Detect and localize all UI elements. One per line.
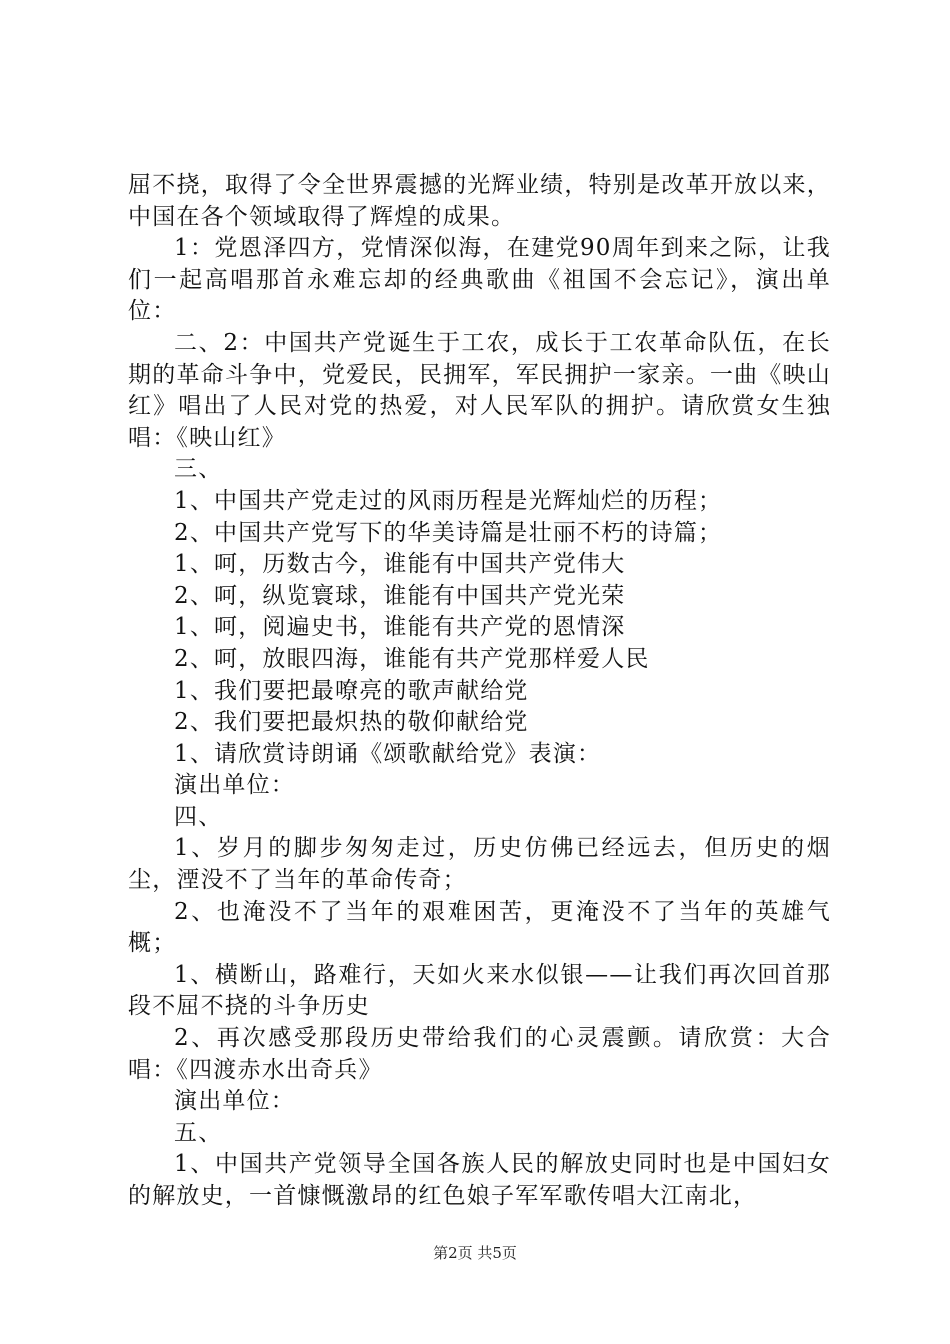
body-paragraph: 1、请欣赏诗朗诵《颂歌献给党》表演： bbox=[174, 740, 602, 767]
section-heading: 五、 bbox=[174, 1119, 223, 1146]
body-paragraph: 1、岁月的脚步匆匆走过，历史仿佛已经远去，但历史的烟尘，湮没不了当年的革命传奇； bbox=[128, 835, 831, 894]
body-paragraph: 1：党恩泽四方，党情深似海，在建党90周年到来之际，让我们一起高唱那首永难忘却的经典歌曲《祖国不会忘记》，演出单位： bbox=[128, 235, 831, 325]
body-paragraph: 1、我们要把最嘹亮的歌声献给党 bbox=[174, 677, 529, 704]
body-paragraph: 2、呵，纵览寰球，谁能有中国共产党光荣 bbox=[174, 582, 626, 609]
body-paragraph: 2、再次感受那段历史带给我们的心灵震颤。请欣赏：大合唱：《四渡赤水出奇兵》 bbox=[128, 1025, 831, 1083]
body-paragraph: 1、呵，阅遍史书，谁能有共产党的恩情深 bbox=[174, 614, 626, 641]
body-paragraph: 1、呵，历数古今，谁能有中国共产党伟大 bbox=[174, 551, 626, 578]
body-paragraph: 1、横断山，路难行，天如火来水似银——让我们再次回首那段不屈不挠的斗争历史 bbox=[128, 961, 831, 1020]
body-paragraph: 演出单位： bbox=[174, 772, 295, 799]
page-footer bbox=[0, 1243, 950, 1263]
section-heading: 四、 bbox=[174, 803, 223, 830]
body-paragraph: 2、也淹没不了当年的艰难困苦，更淹没不了当年的英雄气概； bbox=[128, 898, 831, 957]
section-heading: 三、 bbox=[174, 456, 223, 483]
page-number-label: 第2页 共5页 bbox=[433, 1244, 517, 1262]
body-paragraph: 二、2：中国共产党诞生于工农，成长于工农革命队伍，在长期的革命斗争中，党爱民，民拥军，军民拥护一家亲。一曲《映山红》唱出了人民对党的热爱，对人民军队的拥护。请欣赏女生独唱：《映山红》 bbox=[128, 329, 831, 451]
body-paragraph: 屈不挠，取得了令全世界震撼的光辉业绩，特别是改革开放以来，中国在各个领域取得了辉煌的成果。 bbox=[128, 172, 831, 230]
body-paragraph: 2、我们要把最炽热的敬仰献给党 bbox=[174, 709, 529, 736]
body-paragraph: 2、中国共产党写下的华美诗篇是壮丽不朽的诗篇； bbox=[174, 519, 723, 546]
body-paragraph: 1、中国共产党走过的风雨历程是光辉灿烂的历程； bbox=[174, 487, 723, 514]
document-body bbox=[128, 170, 831, 1213]
body-paragraph: 2、呵，放眼四海，谁能有共产党那样爱人民 bbox=[174, 645, 650, 672]
body-paragraph: 演出单位： bbox=[174, 1088, 295, 1115]
body-paragraph: 1、中国共产党领导全国各族人民的解放史同时也是中国妇女的解放史，一首慷慨激昂的红色娘子军军歌传唱大江南北， bbox=[128, 1151, 831, 1209]
